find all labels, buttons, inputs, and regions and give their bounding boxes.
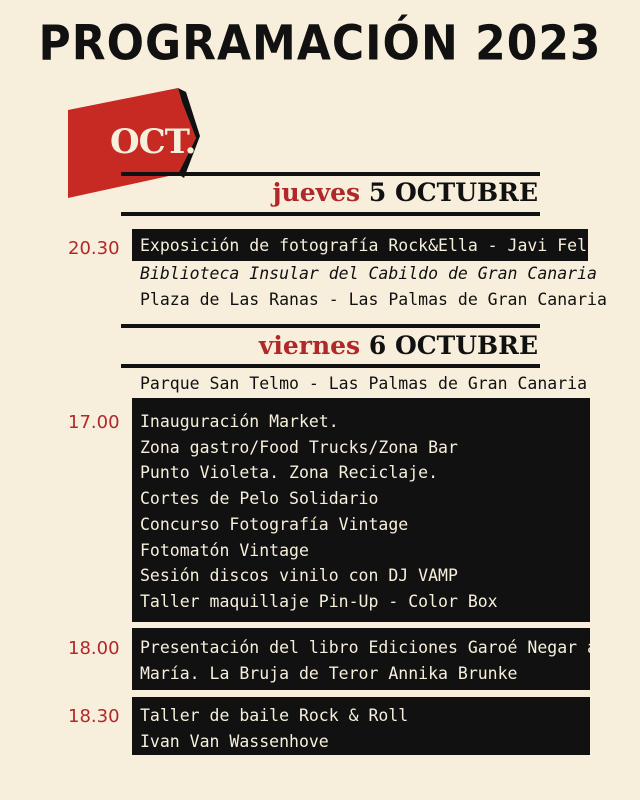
month-label: OCT. [110,122,196,162]
event-lines [140,409,498,615]
divider-rule [121,212,540,216]
event-line: Concurso Fotografía Vintage [140,514,409,534]
event-address: Plaza de Las Ranas - Las Palmas de Gran Canaria [140,290,607,309]
month-flag [68,88,200,200]
event-time: 18.30 [68,706,120,727]
day-name: jueves [272,178,361,207]
event-line: Sesión discos vinilo con DJ VAMP [140,566,458,586]
event-line: Fotomatón Vintage [140,540,309,560]
divider-rule [121,172,540,176]
event-line: Punto Violeta. Zona Reciclaje. [140,463,439,483]
event-lines [140,703,408,754]
event-venue: Biblioteca Insular del Cabildo de Gran Canaria [140,264,597,283]
event-line: Presentación del libro Ediciones Garoé Negar a [140,638,597,657]
event-line: Ivan Van Wassenhove [140,731,329,751]
divider-rule [121,364,540,368]
day-date: 6 OCTUBRE [368,331,538,360]
day-location: Parque San Telmo - Las Palmas de Gran Canaria [140,374,588,393]
page-title: PROGRAMACIÓN 2023 [38,15,602,72]
event-line: Zona gastro/Food Trucks/Zona Bar [140,437,458,457]
event-lines [140,635,597,686]
day-date: 5 OCTUBRE [368,178,538,207]
event-title: Exposición de fotografía Rock&Ella - Javi Felipe [140,236,617,255]
day-header-1 [273,178,539,212]
event-time: 17.00 [68,412,120,433]
event-line: Inauguración Market. [140,412,339,431]
event-time: 18.00 [68,638,120,659]
event-line: María. La Bruja de Teror Annika Brunke [140,663,518,683]
event-time: 20.30 [68,238,120,259]
day-header-2 [259,331,538,365]
event-line: Taller de baile Rock & Roll [140,706,409,725]
day-name: viernes [258,331,361,360]
event-line: Cortes de Pelo Solidario [140,489,379,509]
event-line: Taller maquillaje Pin-Up - Color Box [140,591,498,611]
divider-rule [121,324,540,328]
